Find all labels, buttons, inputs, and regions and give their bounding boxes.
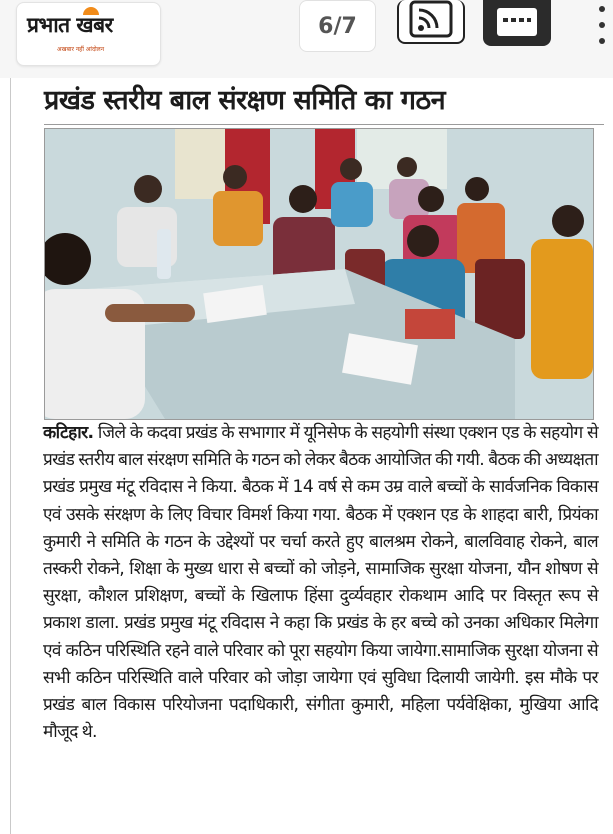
- more-vertical-icon-dot: [599, 38, 605, 44]
- logo-text: प्रभात खबर: [27, 13, 113, 37]
- more-vertical-icon-dot: [599, 22, 605, 28]
- logo-tagline: अखबार नहीं आंदोलन: [57, 46, 105, 53]
- calendar-icon: [497, 8, 537, 36]
- more-vertical-icon: [599, 6, 605, 12]
- prabhat-khabar-logo[interactable]: [16, 2, 161, 66]
- article-body-text: जिले के कदवा प्रखंड के सभागार में यूनिसेफ के सहयोगी संस्था एक्शन एड के सहयोग से प्रखंड स्तरीय बाल संरक्षण समिति के गठन को लेकर बैठक आयोजित की गयी. बैठक की अध्यक्षता प्रखंड प्रमुख मंटू रविदास ने किया. बैठक में 14 वर्ष से कम उम्र वाले बच्चों के सार्वजनिक विकास एवं उसके संरक्षण के लिए विचार विमर्श किया गया. बैठक में एक्शन एड के शाहदा बारी, प्रियंका कुमारी ने समिति के गठन के उद्देश्यों पर चर्चा करते हुए बालश्रम रोकने, बालविवाह रोकने, बाल तस्करी रोकने, शिक्षा के मुख्य धारा से बच्चों को जोड़ने, सामाजिक सुरक्षा योजना, यौन शोषण से सुरक्षा, कौशल प्रशिक्षण, बच्चों के खिलाफ हिंसा दुर्व्यवहार रोकथाम आदि पर विस्तृत रूप से प्रकाश डाला. प्रखंड प्रमुख मंटू रविदास ने कहा कि प्रखंड के हर बच्चे को उनका अधिकार मिलेगा एवं कठिन परिस्थिति रहने वाले परिवार को पूरा सहयोग किया जायेगा.सामाजिक सुरक्षा योजना से सभी कठिन परिस्थिति वाले परिवार को जोड़ा जायेगा एवं सुविधा दिलायी जायेगी. इस मौके पर प्रखंड बाल विकास परियोजना पदाधिकारी, संगीता कुमारी, महिला पर्यवेक्षिका, मुखिया आदि मौजूद थे.: [43, 423, 598, 743]
- rss-icon: [399, 0, 463, 42]
- top-toolbar: [0, 0, 613, 79]
- article-dateline: कटिहार.: [43, 423, 94, 443]
- calendar-button[interactable]: [483, 0, 551, 46]
- meeting-photo-illustration: [45, 129, 593, 419]
- meeting-photo: [44, 128, 594, 420]
- rss-button[interactable]: [397, 0, 465, 44]
- news-clipping: [0, 78, 613, 834]
- article-headline: प्रखंड स्तरीय बाल संरक्षण समिति का गठन: [44, 82, 604, 125]
- more-menu-button[interactable]: [596, 6, 608, 44]
- column-divider: [10, 78, 11, 834]
- page-indicator[interactable]: 6/7: [299, 0, 376, 52]
- article-body: [43, 420, 598, 746]
